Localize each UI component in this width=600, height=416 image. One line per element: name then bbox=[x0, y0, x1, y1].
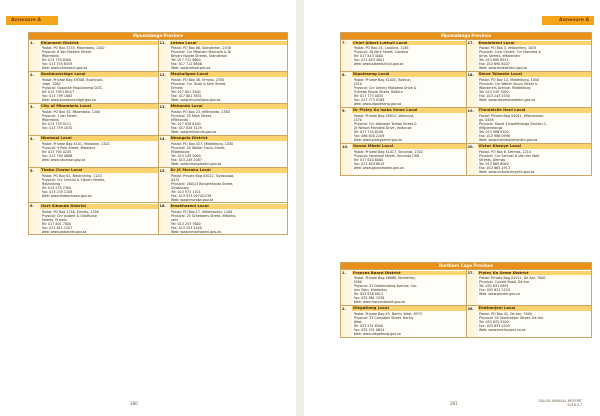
contact-line: Physical: Culvert Road, De Aar bbox=[479, 280, 530, 285]
contact-line: Postal: Private Bag X1017, Secunda, 2302 bbox=[353, 149, 423, 154]
entry-details bbox=[352, 40, 466, 71]
entry-number: 16. bbox=[159, 203, 170, 234]
contact-line: ga, 0458 bbox=[479, 117, 494, 122]
website-link[interactable]: Web: www.thabachweu.gov.za bbox=[41, 193, 92, 198]
contact-line: Postal: PO Box 3, eMalahleni, 1035 bbox=[479, 46, 537, 51]
contact-line: Postal: PO Box 14, Middelburg, 1050 bbox=[479, 77, 540, 82]
contact-line: Physical: 28 Kerk Street, Carolina bbox=[353, 50, 409, 55]
entry-details bbox=[170, 203, 288, 234]
contact-line: Tel: 053 531 6500 bbox=[353, 324, 384, 329]
contact-line: Postal: Private Bag X4041, eMpumalan- bbox=[479, 113, 545, 118]
municipality-name: Lekwa Local bbox=[170, 41, 288, 46]
entry-details bbox=[40, 72, 158, 103]
contact-line: Mbombela bbox=[41, 117, 59, 122]
municipality-name: Nkangala District bbox=[170, 136, 288, 141]
entry-number: 1. bbox=[29, 40, 40, 71]
contact-line: Tel: 013 249 2000 bbox=[171, 153, 201, 158]
municipality-name: Thembisile Hani Local bbox=[478, 108, 592, 113]
contact-line: Fax: 053 861 1538 bbox=[353, 296, 385, 301]
municipality-entry bbox=[341, 40, 466, 71]
entry-details bbox=[478, 306, 592, 337]
contact-line: Fax: 017 773 0169 bbox=[353, 98, 385, 103]
municipality-entry bbox=[341, 144, 466, 175]
contact-line: ters Glen, Kimberley bbox=[353, 288, 388, 293]
entry-details bbox=[478, 108, 592, 143]
municipality-entry bbox=[29, 168, 158, 203]
contact-line: Fax: 017 843 4001 bbox=[353, 58, 385, 63]
municipality-entry bbox=[158, 203, 288, 234]
municipality-entry bbox=[158, 136, 288, 167]
contact-line: Physical: 51 Drakensberg Avenue, Car- bbox=[353, 284, 418, 289]
website-link[interactable]: Web: www.emalahleni.gov.za bbox=[479, 66, 528, 71]
municipality-entry bbox=[466, 270, 592, 305]
entry-details bbox=[40, 203, 158, 234]
municipality-name: Steve Tshwete Local bbox=[478, 72, 592, 77]
municipality-entry bbox=[341, 108, 466, 143]
contact-line: Tel: 013 253 7600 bbox=[171, 221, 201, 226]
contact-line: West bbox=[353, 320, 362, 325]
entry-details bbox=[478, 144, 592, 175]
contact-line: Physical: Stand 4 KwaMhlanga Section C, bbox=[479, 121, 547, 126]
contact-line: Arras Streets, eMalahleni bbox=[479, 54, 521, 59]
contact-line: Tel: 013 759 9111 bbox=[41, 121, 72, 126]
entry-details bbox=[40, 136, 158, 167]
contact-line: ridge, 1280 bbox=[41, 82, 61, 87]
contact-line: Physical: 33 Campbell Street, Barkly bbox=[353, 316, 414, 321]
contact-line: Tel: 017 801 3500 bbox=[171, 90, 201, 95]
municipality-name: Gert Sibande District bbox=[40, 204, 158, 209]
contact-line: Postal: Private Bag X1005, Balfour, bbox=[353, 77, 412, 82]
contact-line: Fax: 017 801 3851 bbox=[171, 94, 202, 99]
municipality-name: Chief Albert Luthuli Local bbox=[352, 41, 466, 46]
contact-line: Postal: PO Box 66, Standerton, 2430 bbox=[171, 46, 231, 51]
contact-line: Postal: PO Box 48, Ermelo, 2350 bbox=[171, 77, 225, 82]
contact-line: Fax: 013 243 2550 bbox=[479, 94, 510, 99]
table-row bbox=[341, 305, 591, 337]
entry-number: 3. bbox=[29, 104, 40, 135]
entry-details bbox=[478, 72, 592, 107]
entry-number: 27. bbox=[467, 270, 478, 305]
contact-line: Fax: 013 235 1108 bbox=[41, 189, 73, 194]
contact-line: Wanderers Avenue, Middelburg bbox=[479, 86, 531, 91]
province-header: Northern Cape Province bbox=[341, 263, 591, 269]
municipality-entry bbox=[29, 203, 158, 234]
annex-tab: Annexure A bbox=[6, 16, 58, 25]
contact-line: Physical: Cnr Johnny Mokoena Drive & bbox=[353, 86, 417, 91]
entry-details bbox=[170, 72, 288, 103]
contact-line: Physical: Cnr Taute & Kerk Street, bbox=[171, 82, 227, 87]
municipality-name: Dipaleseng Local bbox=[352, 72, 466, 77]
contact-line: Physical: Cnr Walter Sisulu Street & bbox=[479, 82, 538, 87]
table-row bbox=[29, 71, 287, 103]
entry-number: 5. bbox=[29, 168, 40, 203]
table-rows bbox=[29, 39, 287, 234]
contact-line: Postal: PO Box 24, Carolina, 1185 bbox=[353, 46, 409, 51]
contact-line: Physical: Cnr Central & Viljoen Streets, bbox=[41, 177, 106, 182]
contact-line: zeni bbox=[171, 217, 178, 222]
contact-line: Postal: PO Box 42, De Aar, 7000 bbox=[479, 312, 532, 317]
contact-line: Fax: 013 253 2440 bbox=[171, 225, 202, 230]
contact-line: Fax: 013 759 2070 bbox=[41, 126, 73, 131]
website-link[interactable]: Web: www.gsibande.gov.za bbox=[41, 229, 87, 234]
contact-line: 0472 bbox=[171, 177, 180, 182]
page-number: 281 bbox=[450, 401, 458, 406]
entry-number: 15. bbox=[159, 168, 170, 203]
contact-line: Postal: Private Bag X6088, Kimberley, bbox=[353, 276, 416, 281]
municipality-entry bbox=[29, 40, 158, 71]
municipality-name: Emthanjeni Local bbox=[478, 306, 592, 311]
municipality-name: Emakhazeni Local bbox=[170, 204, 288, 209]
municipality-entry bbox=[466, 72, 592, 107]
entry-number: 2. bbox=[29, 72, 40, 103]
table-row bbox=[341, 71, 591, 107]
entry-number: 20. bbox=[467, 144, 478, 175]
contact-line: eMpumalanga bbox=[479, 126, 503, 131]
municipality-entry bbox=[29, 104, 158, 135]
contact-line: Postal: PO Box 45, Mbombela, 1200 bbox=[41, 109, 101, 114]
province-header: Mpumalanga Province bbox=[29, 33, 287, 39]
contact-line: Postal: PO Box 17, eMakhazeni, 1100 bbox=[171, 209, 233, 214]
contact-line: Physical: Cnr Adelaide Tambo Street & bbox=[353, 121, 417, 126]
municipality-entry bbox=[466, 108, 592, 143]
contact-line: Tel: 013 665 6000 bbox=[479, 161, 509, 166]
entry-number: 8. bbox=[341, 72, 352, 107]
contact-line: Tel: 017 773 0055 bbox=[353, 94, 384, 99]
website-link[interactable]: Web: www.nkangaladm.gov.za bbox=[171, 161, 222, 166]
contact-line: Postal: PO Box 437, Middelburg, 1050 bbox=[171, 141, 234, 146]
contact-line: Tel: 013 799 1851/7 bbox=[41, 90, 75, 95]
website-link[interactable]: Web: www.bushbuckridge.gov.za bbox=[41, 98, 96, 103]
municipality-name: Mkhondo Local bbox=[170, 104, 288, 109]
contact-line: Fax: 017 634 8019 bbox=[353, 161, 385, 166]
table-row bbox=[29, 167, 287, 203]
entry-number: 10. bbox=[341, 144, 352, 175]
entry-number: 14. bbox=[159, 136, 170, 167]
contact-line: Fax: 013 986 0998 bbox=[479, 134, 510, 139]
municipality-name: Frances Baard District bbox=[352, 271, 466, 276]
entry-details bbox=[352, 306, 466, 337]
website-link[interactable]: Web: www.nkomazi.gov.za bbox=[41, 157, 86, 162]
table-rows bbox=[341, 269, 591, 337]
contact-line: Fax: 017 826 3129 bbox=[171, 126, 202, 131]
municipality-entry bbox=[466, 40, 592, 71]
contact-line: Postal: Private Bag X9011, Volksrust, bbox=[353, 113, 415, 118]
contact-line: 2410 bbox=[353, 82, 362, 87]
contact-line: Postal: Private Bag X1012, De Aar, 7000 bbox=[479, 276, 546, 281]
entry-number: 17. bbox=[467, 40, 478, 71]
entry-details bbox=[40, 40, 158, 71]
municipality-name: Ehlanzeni District bbox=[40, 41, 158, 46]
municipality-name: Bushbuckridge Local bbox=[40, 72, 158, 77]
contact-line: Physical: Cnr Samuel & Van der Walt bbox=[479, 153, 540, 158]
contact-line: Physical: Cnr Mbonani Mayisela & Dr bbox=[171, 50, 232, 55]
website-link[interactable]: Web: www.albertluthuli.gov.za bbox=[353, 62, 404, 67]
entry-details bbox=[478, 40, 592, 71]
table-row bbox=[29, 103, 287, 135]
municipality-entry bbox=[158, 40, 288, 71]
municipality-name: Nkomazi Local bbox=[40, 136, 158, 141]
page-gutter bbox=[296, 0, 304, 416]
table-row bbox=[341, 107, 591, 143]
contact-line: Tel: 013 690 6911 bbox=[479, 58, 509, 63]
table-row bbox=[341, 269, 591, 305]
municipality-entry bbox=[341, 270, 466, 305]
entry-number: 13. bbox=[159, 104, 170, 135]
website-link[interactable]: Web: www.emakhazeni.gov.za bbox=[171, 229, 221, 234]
contact-line: Streets, Delmas bbox=[479, 157, 506, 162]
website-link[interactable]: Web: www.mkhondo.gov.za bbox=[171, 130, 217, 135]
municipality-entry bbox=[466, 144, 592, 175]
contact-line: Postal: Private Bag X9308, Bushbuck- bbox=[41, 77, 104, 82]
entry-number: 18. bbox=[467, 72, 478, 107]
entry-number: 28. bbox=[467, 306, 478, 337]
entry-number: 2. bbox=[341, 306, 352, 337]
table-row bbox=[341, 143, 591, 175]
municipality-name: Victor Khanye Local bbox=[478, 144, 592, 149]
contact-line: Postal: PO Box 61, Mashishing, 1120 bbox=[41, 173, 102, 178]
contact-line: Tel: 013 759 8500 bbox=[41, 58, 72, 63]
contact-line: Tel: 053 838 0911 bbox=[353, 292, 384, 297]
contact-line: Tel: 013 973 1101 bbox=[171, 189, 201, 194]
contact-line: Postal: PO Box 1748, Ermelo, 2350 bbox=[41, 209, 99, 214]
municipality-name: Dikgatlong Local bbox=[352, 306, 466, 311]
province-header: Mpumalanga Province bbox=[341, 33, 591, 39]
contact-line: Tel: 017 801 7000 bbox=[41, 221, 72, 226]
contact-line: Tel: 017 620 6000 bbox=[353, 157, 384, 162]
contact-line: Ermelo bbox=[171, 86, 183, 91]
municipality-name: Dr Pixley Ka Isaka Seme Local bbox=[352, 108, 466, 113]
municipality-name: Emalahleni Local bbox=[478, 41, 592, 46]
contact-line: Physical: Opposite Mapulaneng DLTC bbox=[41, 86, 103, 91]
contact-line: Postal: PO Box 3333, Mbombela, 1200 bbox=[41, 46, 105, 51]
contact-line: Postal: PO Box 23, eMkhondo, 2380 bbox=[171, 109, 230, 114]
contact-line: Physical: 1 Nel Street, bbox=[41, 113, 78, 118]
contact-line: Tel: 017 712 9600 bbox=[171, 58, 201, 63]
entry-number: 6. bbox=[29, 203, 40, 234]
entry-details bbox=[352, 72, 466, 107]
entry-details bbox=[170, 136, 288, 167]
website-link[interactable]: Web: www.victorkhanyelm.gov.za bbox=[479, 170, 535, 175]
contact-line: Tel: 017 734 6100 bbox=[353, 130, 384, 135]
contact-line: Mbombela bbox=[41, 54, 59, 59]
contact-line: Tel: 017 826 8100 bbox=[171, 121, 201, 126]
municipality-name: Msukaligwa Local bbox=[170, 72, 288, 77]
contact-line: Fax: 013 799 1865 bbox=[41, 94, 73, 99]
contact-line: Streets, Ermelo bbox=[41, 217, 67, 222]
contact-line: Physical: Horwood Street, Secunda CBD bbox=[353, 153, 420, 158]
website-link[interactable]: Web: www.msukaligwa.gov.za bbox=[171, 98, 221, 103]
contact-line: Themba Khoza Street, Balfour bbox=[353, 90, 404, 95]
entry-details bbox=[40, 168, 158, 203]
contact-line: Postal: Private Bag X5, Barkly West, 8375 bbox=[353, 312, 422, 317]
website-link[interactable]: Web: www.pixleyseme.gov.za bbox=[353, 138, 403, 143]
contact-line: Physical: 45 Voortrekker Street, De Aar bbox=[479, 316, 544, 321]
website-link[interactable]: Web: www.pksdm.gov.za bbox=[479, 292, 520, 297]
contact-line: Tel: 013 790 0245 bbox=[41, 149, 72, 154]
contact-line: Physical: 2A Walter Sisulu Street, bbox=[171, 145, 226, 150]
contact-line: Physical: 8 Van Niekerk Street, bbox=[41, 50, 92, 55]
contact-line: Fax: 053 631 0105 bbox=[479, 324, 510, 329]
right-page bbox=[304, 0, 600, 416]
website-link[interactable]: Web: www.francesbaard.gov.za bbox=[353, 300, 406, 305]
entry-details bbox=[352, 270, 466, 305]
contact-line: Fax: 086 630 2209 bbox=[353, 134, 385, 139]
website-link[interactable]: Web: www.moroka.gov.za bbox=[171, 197, 214, 202]
website-link[interactable]: Web: www.dipaleseng.gov.za bbox=[353, 102, 402, 107]
website-link[interactable]: Web: www.lekwa.gov.za bbox=[171, 66, 211, 71]
municipality-name: Thaba Chweu Local bbox=[40, 168, 158, 173]
contact-line: Physical: 2601/3 Bongimfundo Street, bbox=[171, 181, 234, 186]
contact-line: Tel: 013 235 7300 bbox=[41, 185, 72, 190]
table-row bbox=[29, 135, 287, 167]
website-link[interactable]: Web: www.dikgatlong.gov.za bbox=[353, 332, 401, 337]
municipality-entry bbox=[158, 168, 288, 203]
contact-line: Physical: 33 Mark Street, bbox=[171, 113, 213, 118]
contact-line: Tel: 013 986 9100 bbox=[479, 130, 509, 135]
annex-tab: Annexure A bbox=[542, 16, 594, 25]
table-row bbox=[29, 39, 287, 71]
contact-line: Tel: 017 843 4000 bbox=[353, 54, 384, 59]
municipality-name: Govan Mbeki Local bbox=[352, 144, 466, 149]
contact-line: Fax: 013 973 0974/1238 bbox=[171, 193, 212, 198]
municipality-name: Dr JS Moroka Local bbox=[170, 168, 288, 173]
website-link[interactable]: Web: www.stevetshwetelm.gov.za bbox=[479, 98, 536, 103]
left-page bbox=[0, 0, 296, 416]
contact-line: Fax: 053 531 0624 bbox=[353, 328, 385, 333]
municipality-entry bbox=[158, 104, 288, 135]
report-footer bbox=[539, 399, 582, 408]
report-year: 2016/17 bbox=[567, 403, 582, 408]
entry-number: 11. bbox=[159, 40, 170, 71]
table-row bbox=[29, 202, 287, 234]
mpumalanga-table-continued bbox=[340, 32, 592, 176]
entry-number: 19. bbox=[467, 108, 478, 143]
contact-line: Physical: Cnr Joubert & Oosthuise bbox=[41, 213, 97, 218]
contact-line: Dr Nelson Mandela Drive, Volksrust bbox=[353, 126, 412, 131]
report-title: SALGA ANNUAL REPORT bbox=[538, 398, 582, 403]
contact-line: 2470 bbox=[353, 117, 362, 122]
contact-line: Physical: Civic Centre, Cnr Mandela & bbox=[479, 50, 542, 55]
entry-number: 4. bbox=[29, 136, 40, 167]
contact-line: Fax: 053 631 2529 bbox=[479, 288, 510, 293]
contact-line: Postal: PO Box 6, Delmas, 2210 bbox=[479, 149, 531, 154]
contact-line: eMkhondo bbox=[171, 117, 189, 122]
website-link[interactable]: Web: www.emthanjeni.co.za bbox=[479, 328, 526, 333]
municipality-entry bbox=[341, 72, 466, 107]
contact-line: Fax: 013 690 6207 bbox=[479, 62, 510, 67]
website-link[interactable]: Web: www.thembisilehanilm.gov.za bbox=[479, 138, 538, 143]
contact-line: Postal: Private Bag X4012, Siyabuswa, bbox=[171, 173, 235, 178]
contact-line: Fax: 017 712 6808 bbox=[171, 62, 202, 67]
contact-line: Fax: 013 755 8559 bbox=[41, 62, 73, 67]
contact-line: Fax: 017 811 1207 bbox=[41, 225, 73, 230]
contact-line: Physical: 9 Park Street, Malalane bbox=[41, 145, 96, 150]
contact-line: Mashishing bbox=[41, 181, 60, 186]
municipality-name: Pixley Ka Seme District bbox=[478, 271, 592, 276]
entry-details bbox=[170, 168, 288, 203]
entry-details bbox=[40, 104, 158, 135]
entry-number: 7. bbox=[341, 40, 352, 71]
contact-line: Fax: 013 249 2087 bbox=[171, 157, 202, 162]
page-number: 280 bbox=[130, 401, 138, 406]
municipality-entry bbox=[466, 306, 592, 337]
contact-line: Beyers Naude Streets, Standerton bbox=[171, 54, 228, 59]
table-row bbox=[341, 39, 591, 71]
entry-details bbox=[478, 270, 592, 305]
entry-details bbox=[170, 104, 288, 135]
entry-number: 9. bbox=[341, 108, 352, 143]
contact-line: Physical: 25 Scheepers Street, eMakha- bbox=[171, 213, 237, 218]
contact-line: Tel: 053 632 9100 bbox=[479, 320, 509, 325]
entry-details bbox=[170, 40, 288, 71]
northern-cape-table bbox=[340, 262, 592, 338]
entry-number: 1. bbox=[341, 270, 352, 305]
municipality-name: City of Mbombela Local bbox=[40, 104, 158, 109]
contact-line: Tel: 053 631 0891 bbox=[479, 284, 509, 289]
website-link[interactable]: Web: www.ehlanzeni.gov.za bbox=[41, 66, 88, 71]
entry-details bbox=[352, 144, 466, 175]
contact-line: Tel: 013 249 7000 bbox=[479, 90, 509, 95]
mpumalanga-table bbox=[28, 32, 288, 235]
contact-line: Siyabuswa bbox=[171, 185, 189, 190]
website-link[interactable]: Web: www.govanmbeki.gov.za bbox=[353, 166, 404, 170]
table-rows bbox=[341, 39, 591, 175]
entry-number: 12. bbox=[159, 72, 170, 103]
contact-line: Fax: 013 665 2913 bbox=[479, 166, 510, 170]
municipality-entry bbox=[158, 72, 288, 103]
contact-line: Fax: 013 790 0886 bbox=[41, 153, 73, 158]
municipality-entry bbox=[341, 306, 466, 337]
municipality-entry bbox=[29, 136, 158, 167]
contact-line: 8300 bbox=[353, 280, 362, 285]
contact-line: Postal: Private Bag X101, Malalane, 1320 bbox=[41, 141, 110, 146]
entry-details bbox=[352, 108, 466, 143]
contact-line: Middelburg bbox=[171, 149, 190, 154]
municipality-entry bbox=[29, 72, 158, 103]
